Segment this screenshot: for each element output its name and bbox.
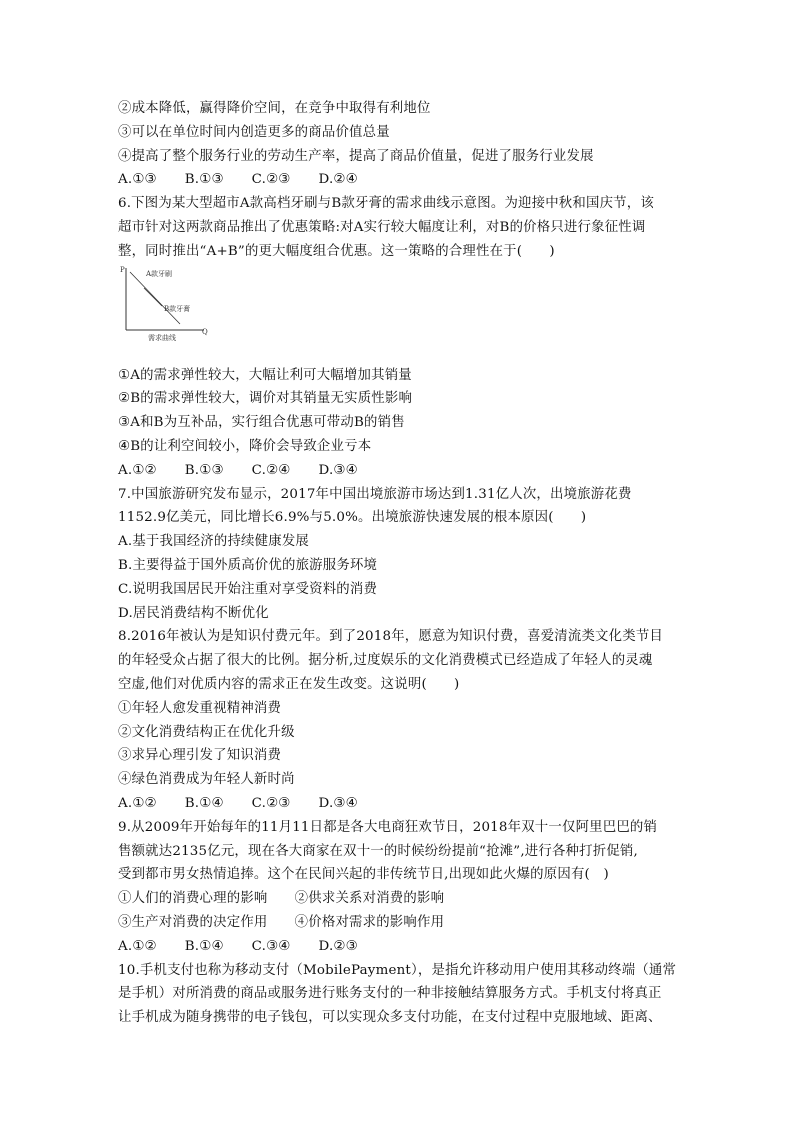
option-line: D.居民消费结构不断优化 <box>118 605 269 621</box>
choice-b: B.①④ <box>184 795 224 811</box>
demand-line-a <box>130 272 180 324</box>
choice-a: A.①② <box>118 462 157 478</box>
choice-b: B.①③ <box>184 462 224 478</box>
question-text <box>118 97 688 1030</box>
option-line: ③生产对消费的决定作用 ④价格对需求的影响作用 <box>118 914 445 930</box>
choice-c: C.②③ <box>251 172 291 188</box>
option-line: B.主要得益于国外质高价优的旅游服务环境 <box>118 557 378 573</box>
option-line: ③A和B为互补品，实行组合优惠可带动B的销售 <box>118 415 405 431</box>
option-line: ②成本降低，赢得降价空间，在竞争中取得有利地位 <box>118 101 431 116</box>
demand-line-b <box>144 288 162 306</box>
figure-caption: 需求曲线 <box>148 334 176 342</box>
option-line: ④绿色消费成为年轻人新时尚 <box>118 772 295 788</box>
option-line: ④提高了整个服务行业的劳动生产率，提高了商品价值量，促进了服务行业发展 <box>118 148 594 164</box>
q8-stem: 空虚,他们对优质内容的需求正在发生改变。这说明( ) <box>118 676 460 692</box>
q10-stem: 是手机）对所消费的商品或服务进行账务支付的一种非接触结算服务方式。手机支付将真正 <box>118 986 662 1002</box>
choice-a: A.①② <box>118 938 157 954</box>
q7-stem: 1152.9亿美元，同比增长6.9%与5.0%。出境旅游快速发展的根本原因( ) <box>118 510 587 526</box>
option-line: ①人们的消费心理的影响 ②供求关系对消费的影响 <box>118 891 445 907</box>
choice-b: B.①④ <box>184 938 224 954</box>
q9-stem: 受到都市男女热情追捧。这个在民间兴起的非传统节日,出现如此火爆的原因有( ) <box>118 867 609 883</box>
option-line: ①A的需求弹性较大，大幅让利可大幅增加其销量 <box>118 367 412 383</box>
q6-stem: 整，同时推出“A+B”的更大幅度组合优惠。这一策略的合理性在于( ) <box>118 243 555 259</box>
choice-a: A.①② <box>118 795 157 811</box>
choice-a: A.①③ <box>118 172 157 188</box>
option-line: ④B的让利空间较小，降价会导致企业亏本 <box>118 438 372 454</box>
choice-c: C.②③ <box>251 795 291 811</box>
x-axis-label: Q <box>202 328 208 336</box>
choice-d: D.③④ <box>318 462 358 478</box>
demand-curve-figure <box>118 262 210 342</box>
choice-c: C.②④ <box>251 462 291 478</box>
q6-stem: 6.下图为某大型超市A款高档牙刷与B款牙膏的需求曲线示意图。为迎接中秋和国庆节，该 <box>118 196 654 212</box>
q8-choices <box>118 792 688 816</box>
option-line: A.基于我国经济的持续健康发展 <box>118 534 310 550</box>
choice-d: D.②③ <box>318 938 358 954</box>
q9-choices <box>118 935 688 959</box>
option-line: ②文化消费结构正在优化升级 <box>118 724 295 740</box>
option-line: C.说明我国居民开始注重对享受资料的消费 <box>118 581 378 597</box>
line-a-label: A款牙刷 <box>146 270 173 278</box>
option-line: ②B的需求弹性较大，调价对其销量无实质性影响 <box>118 391 413 407</box>
q8-stem: 8.2016年被认为是知识付费元年。到了2018年，愿意为知识付费，喜爱清流类文化类节目 <box>118 629 664 645</box>
y-axis-label: P <box>120 266 125 274</box>
choice-d: D.②④ <box>318 172 358 188</box>
line-b-label: B款牙膏 <box>164 305 191 313</box>
choice-b: B.①③ <box>184 172 224 188</box>
q9-stem: 售额就达2135亿元，现在各大商家在双十一的时候纷纷提前“抢滩”,进行各种打折促销, <box>118 843 638 859</box>
q10-stem: 10.手机支付也称为移动支付（MobilePayment），是指允许移动用户使用其移动终端（通常 <box>118 962 677 978</box>
choice-d: D.③④ <box>318 795 358 811</box>
q9-stem: 9.从2009年开始每年的11月11日都是各大电商狂欢节日，2018年双十一仅阿里巴巴的销 <box>118 819 658 835</box>
q8-stem: 的年轻受众占据了很大的比例。据分析,过度娱乐的文化消费模式已经造成了年轻人的灵魂 <box>118 653 653 669</box>
option-line: ①年轻人愈发重视精神消费 <box>118 700 282 716</box>
choice-c: C.③④ <box>251 938 291 954</box>
option-line: ③求异心理引发了知识消费 <box>118 748 282 764</box>
q5-choices <box>118 168 688 192</box>
option-line: ③可以在单位时间内创造更多的商品价值总量 <box>118 124 390 140</box>
q10-stem: 让手机成为随身携带的电子钱包，可以实现众多支付功能，在支付过程中克服地域、距离、 <box>118 1010 662 1026</box>
q7-stem: 7.中国旅游研究发布显示，2017年中国出境旅游市场达到1.31亿人次，出境旅游花费 <box>118 486 632 502</box>
q6-stem: 超市针对这两款商品推出了优惠策略:对A实行较大幅度让利，对B的价格只进行象征性调 <box>118 219 646 235</box>
q6-choices <box>118 459 688 483</box>
